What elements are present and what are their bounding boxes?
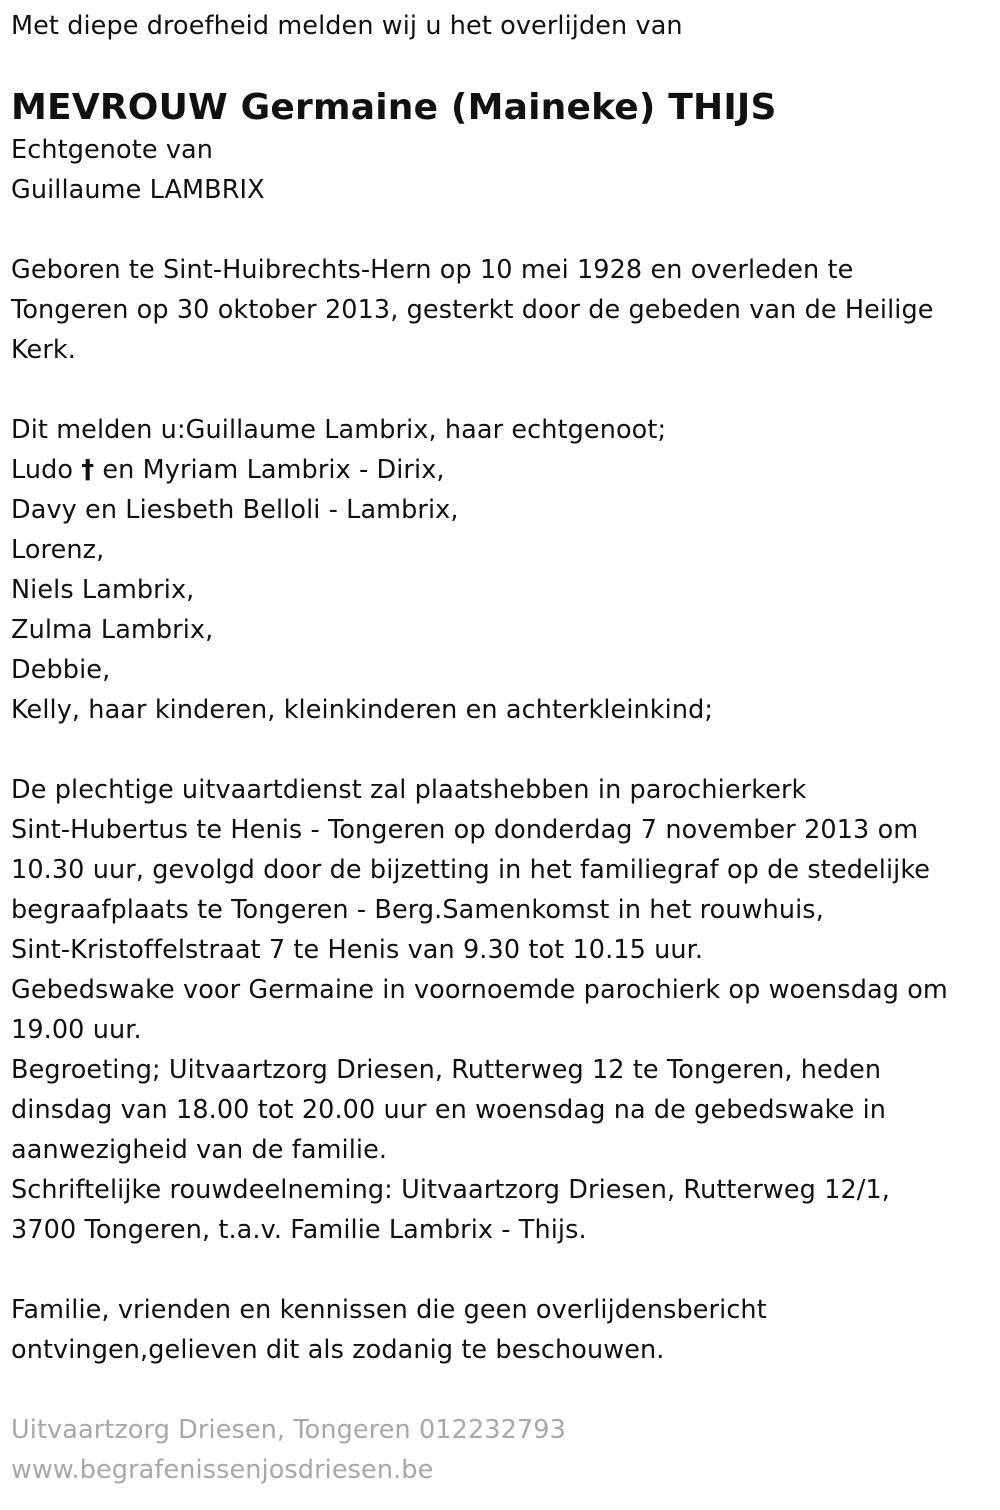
closing-line: ontvingen,gelieven dit als zodanig te beschouwen. <box>11 1335 665 1365</box>
intro-text: Met diepe droefheid melden wij u het overlijden van <box>11 11 683 41</box>
service-line: begraafplaats te Tongeren - Berg.Samenkomst in het rouwhuis, <box>11 895 824 925</box>
service-line: 3700 Tongeren, t.a.v. Familie Lambrix - Thijs. <box>11 1215 587 1245</box>
cross-icon: † <box>81 455 95 485</box>
service-line: Gebedswake voor Germaine in voornoemde parochierk op woensdag om <box>11 975 948 1005</box>
family-line: Debbie, <box>11 655 111 685</box>
service-line: aanwezigheid van de familie. <box>11 1135 388 1165</box>
service-line: Sint-Kristoffelstraat 7 te Henis van 9.30 tot 10.15 uur. <box>11 935 704 965</box>
family-line <box>11 450 991 490</box>
spacer <box>11 730 991 770</box>
family-paragraph <box>11 410 991 730</box>
website-link[interactable]: www.begrafenissenjosdriesen.be <box>11 1455 434 1485</box>
obituary-notice <box>11 6 991 1490</box>
spacer <box>11 370 991 410</box>
spouse-label: Echtgenote van <box>11 135 214 165</box>
deceased-name: MEVROUW Germaine (Maineke) THIJS <box>11 87 777 128</box>
service-paragraph <box>11 770 991 1250</box>
family-line: Lorenz, <box>11 535 105 565</box>
birth-death-line: Tongeren op 30 oktober 2013, gesterkt door de gebeden van de Heilige <box>11 295 934 325</box>
service-line: De plechtige uitvaartdienst zal plaatshebben in parochierkerk <box>11 775 807 805</box>
family-name-text: Ludo <box>11 455 82 485</box>
family-line: Kelly, haar kinderen, kleinkinderen en achterkleinkind; <box>11 695 714 725</box>
closing-paragraph <box>11 1290 991 1370</box>
spouse-name: Guillaume LAMBRIX <box>11 175 265 205</box>
family-line: Zulma Lambrix, <box>11 615 214 645</box>
service-line: dinsdag van 18.00 tot 20.00 uur en woensdag na de gebedswake in <box>11 1095 887 1125</box>
service-line: Sint-Hubertus te Henis - Tongeren op donderdag 7 november 2013 om <box>11 815 919 845</box>
closing-line: Familie, vrienden en kennissen die geen overlijdensbericht <box>11 1295 767 1325</box>
birth-death-line: Kerk. <box>11 335 76 365</box>
funeral-home-contact: Uitvaartzorg Driesen, Tongeren 012232793 <box>11 1415 566 1445</box>
service-line: 10.30 uur, gevolgd door de bijzetting in het familiegraf op de stedelijke <box>11 855 931 885</box>
family-line: Davy en Liesbeth Belloli - Lambrix, <box>11 495 459 525</box>
birth-death-paragraph <box>11 250 991 370</box>
family-line: Dit melden u:Guillaume Lambrix, haar echtgenoot; <box>11 415 667 445</box>
service-line: 19.00 uur. <box>11 1015 142 1045</box>
spacer <box>11 1370 991 1410</box>
family-line: Niels Lambrix, <box>11 575 195 605</box>
footer <box>11 1410 991 1490</box>
service-line: Schriftelijke rouwdeelneming: Uitvaartzorg Driesen, Rutterweg 12/1, <box>11 1175 891 1205</box>
family-name-text: en Myriam Lambrix - Dirix, <box>94 455 445 485</box>
spacer <box>11 1250 991 1290</box>
birth-death-line: Geboren te Sint-Huibrechts-Hern op 10 mei 1928 en overleden te <box>11 255 854 285</box>
spacer <box>11 210 991 250</box>
service-line: Begroeting; Uitvaartzorg Driesen, Rutterweg 12 te Tongeren, heden <box>11 1055 882 1085</box>
